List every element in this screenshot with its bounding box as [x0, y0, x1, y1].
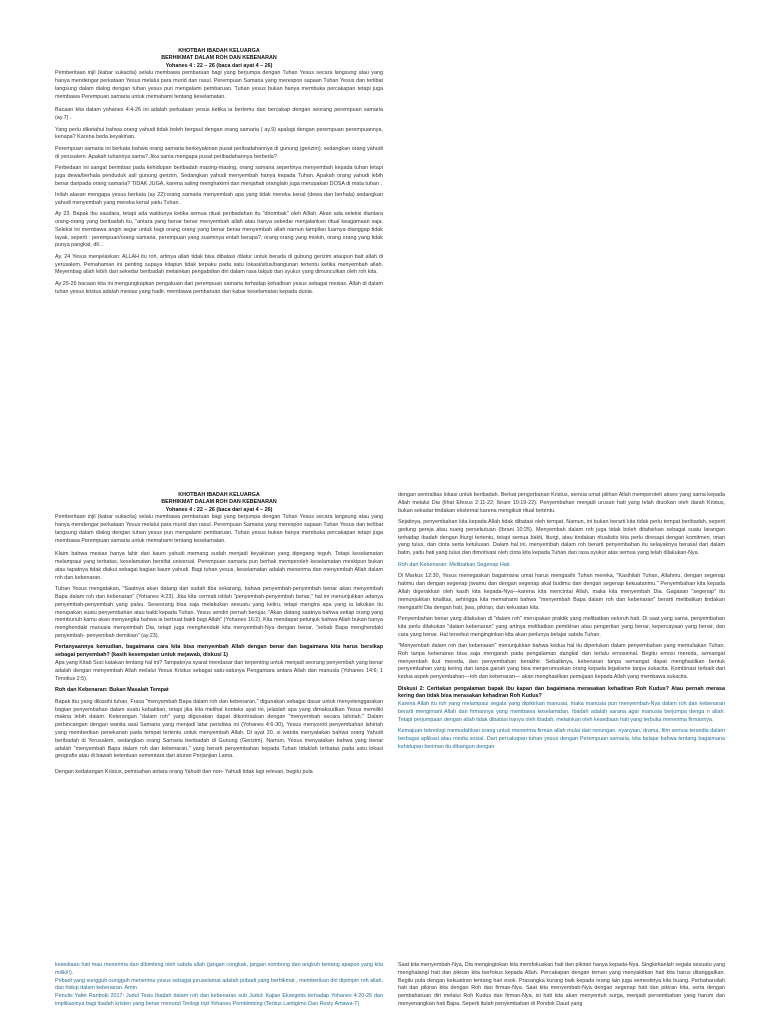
- discussion-question-1: Pertanyaannya kemudian, bagaimana cara kita bisa menyembah Allah dengan benar dan bagaimana kita harus bersikap sebagai penyembah? (kasih kesempatan untuk mejawab, diskusi 1): [55, 644, 383, 659]
- page-2-right-column: [398, 492, 725, 755]
- discussion-question-2: Diskusi 2: Ceritakan pengalaman bapak ibu kapan dan bagaimana merasakan kehadiran Roh Kudus? Atau pernah merasa kering dan tidak bisa merasakan kehadiran Roh Kudus?: [398, 685, 725, 700]
- paragraph: Bapak ibu yang dikasihi tuhan, Frasa "menyembah Bapa dalam roh dan kebenaran," digunakan sebagai dasar untuk menyelenggarakan bagian penyembahan dalam suatu kebaktian, tetapi jika kita melihat konteks ayat ini, jelaslah apa yang dimaksudkan Yesus memiliki makna lebih dalam. Keterangan "dalam roh" yang digunakan dapat dikontraskan dengan "menyembah secara lahiriah." Dalam perbincangan dengan wanita asal Samaria yang menjadi latar peristiwa ini (Yohanes 4:6-30), Yesus menyoroti penyembahan lahiriah yang memberikan penekanan pada tempat tertentu untuk menyembah Allah. Di ayat 20, si wanita menyatakan bahwa orang Yahudi beribadah di Yerusalem, sedangkan orang Samaria beribadah di Gunung (Gerizim). Namun, Yesus menyatakan bahwa yang benar adalah "menyembah Bapa dalam roh dan kebenaran," yang berarti penyembahan kepada Tuhan tidaklah terbatas pada satu lokasi geografis atau di bawah ketentuan sementara dari aturan Perjanjian Lama.: [55, 698, 383, 760]
- paragraph: Pemberitaan injil (kabar sukacita) selalu membawa pembaruan bagi yang berjumpa dengan Tuhan Yesus secara langsung atau yang hanya mendengar perkataan Yesus melalui para murid dan rasul. Perempuan Samaria yang merespon sapaan Tuhan Yesus dan terlibat langsung dalam dialog dengan tuhan yesus pun mengalami pembaruan. Tuhan yesus bukan hanya membuka percakapan tetapi juga membawa Perempuan samaria untuk memahami tentang keselamatan.: [55, 514, 383, 544]
- document-subtitle: BERHIKMAT DALAM ROH DAN KEBENARAN: [161, 499, 277, 506]
- paragraph: Perempuan samaria ini berkata bahwa orang samaria berkeyakinan pusat peribadahannya di gunung (gerizim), sedangkan orang yahudi di yerusalem. Apakah tuhannya sama? Jika sama mengapa pusat peribadahannya berbeda?: [55, 145, 383, 160]
- paragraph: Penulis Yafet Ranboki 2017: Judul Tesis Ibadah dalam roh dan kebenaran sub Judul: Kajian Eksegetis terhadap Yohanes 4:20-26 dan implikasinya bagi ibadah kristen yang benar menurut Teologi Injil Yohanes Pembimbing (Tertius Lantigimo Dan Resty Amawa-T): [55, 993, 383, 1007]
- paragraph: Kemajuan teknologi memudahkan orang untuk menerima firman allah mulai dari renungan, nyanyian, drama, film semua tersedia dalam berbagai aplikasi atau media sosial. Dari percakapan tuhan yesus dengan Perempuan samaria, kita belajar bahwa tentang bagaimana kehidupan beriman itu dibangun dengan: [398, 728, 725, 750]
- paragraph: Di Markus 12:30, Yesus menegaskan bagaimana umat harus mengasihi Tuhan mereka, "Kasihilah Tuhan, Allahmu, dengan segenap hatimu dan dengan segenap jiwamu dan dengan segenap akal budimu dan dengan segenap kekuatanmu." Penyembahan kita kepada Allah digerakkan oleh kasih kita kepada-Nya—karena kita mencintai Allah, maka kita menyembah Dia. Gagasan "segenap" itu menunjukkan totalitas, sehingga kita memahami bahwa "menyembah Bapa dalam roh dan kebenaran" berarti melibatkan tindakan mengasihi Dia dengan hati, jiwa, pikiran, dan kekuatan kita.: [398, 573, 725, 611]
- paragraph: Inilah alasan mengapa yesus berkata (ay 22):orang samaria menyembah apa yang tidak mereka kenal (dewa dan berhala) sedangkan yahudi menyembah yang mereka kenal yaitu Tuhan.: [55, 191, 383, 206]
- paragraph: Pemberitaan injil (kabar sukacita) selalu membawa pembaruan bagi yang berjumpa dengan Tuhan Yesus secara langsung atau yang hanya mendengar perkataan Yesus melalui para murid dan rasul. Perempuan Samaria yang merespon sapaan Tuhan Yesus dan terlibat langsung dalam dialog dengan tuhan yesus pun mengalami pembaruan. Tuhan yesus bukan hanya membuka percakapan tetapi juga membawa Perempuan samaria untuk memahami tentang keselamatan.: [55, 70, 383, 100]
- paragraph: Apa yang Kitab Suci katakan tentang hal ini? Tampaknya syarat mendasar dan terpenting untuk menjadi seorang penyembah yang benar adalah dengan menyembah Allah melalui Yesus Kristus sebagai satu-satunya Pengantara antara Allah dan manusia (Yohanes 14:6; 1 Timotius 2:5).: [55, 659, 383, 682]
- page-2-left-column: [55, 492, 383, 781]
- section-subtitle: Roh dan Kebenaran: Bukan Masalah Tempat: [55, 687, 169, 694]
- document-subtitle: BERHIKMAT DALAM ROH DAN KEBENARAN: [161, 55, 277, 62]
- paragraph: Klaim bahwa mesias hanya lahir dari kaum yahudi memang sudah menjadi keyakinan yang dipegang teguh. Tetapi keselamatan melampaui yang terbatas, keselamatan bersifat universal. Perempuan samaria pun berhak memperoleh keselamatan meskipun bukan atau tapatnya tidak diakui sebagai bagian kaum yahudi. Bagi tuhan yesus, keselamatan adalah menerima dan menyembah Allah dalam roh dan kebenaran.: [55, 551, 383, 581]
- paragraph: Perbedaan ini sangat berimbas pada kehidupan beribadah masing-masing, orang samaria sepertinya menyembah kepada tuhan tetapi juga dewa/berhala penduduk asli gunung gerizim. Sedangkan yahudi menyembah hanya kepada Tuhan. Apakah orang yahudi lebih benar daripada orang samaria? TIDAK JUGA, karena saling menghakimi dan menjahati oranglain juga merupakan DOSA di mata tuhan .: [55, 164, 383, 187]
- paragraph: Yang perlu diketahui bahwa orang yahudi tidak boleh bergaul dengan orang samaria ( ay.9) apalagi dengan perempuan perempuannya, kenapa? Karena beda keyakinan.: [55, 126, 383, 141]
- paragraph: Bacaan kita dalam yohanes 4:4-26 ini adalah perkataan yesus ketika ia bertemu dan bercakap dengan seorang perempuan samaria (ay.7) .: [55, 107, 383, 122]
- paragraph: Dengan kedatangan Kristus, pemisahan antara orang Yahudi dan non- Yahudi tidak lagi relevan, begitu pula: [55, 769, 313, 776]
- paragraph: Tuhan Yesus mengatakan, "Saatnya akan datang dan sudah tiba sekarang, bahwa penyembah-penyembah benar akan menyembah Bapa dalam roh dan kebenaran" (Yohanes 4:23). Jika kita cermati istilah "penyembah-penyembah benar," hal ini menunjukkan adanya penyembah-penyembah yang palsu. Seseorang bisa saja melakukan sesuatu yang keliru, tetapi mengira apa yang ia lakukan itu merupakan suatu penyembahan atau bakti kepada Tuhan. Yesus sendiri pernah berujar, "Akan datang saatnya bahwa setiap orang yang membunuh kamu akan menyangka bahwa ia berbuat bakti bagi Allah" (Yohanes 16:2). Kita mendapat petunjuk bahwa Allah bukan hanya menghendaki manusia menyembah Dia, tetapi juga menghendaki kita menyembah-Nya dengan benar, "sebab Bapa menghendaki penyembah- penyembah demikian" (ay.23).: [55, 586, 383, 639]
- page-3-right-column: [398, 962, 725, 1012]
- paragraph: Sejatinya, penyembahan kita kepada Allah tidak dibatasi oleh tempat. Namun, ini bukan berarti kita tidak perlu tempat beribadah, seperti gedung gereja atau ruang persekutuan (Ibrani 10:25). Menyembah dalam roh juga tidak boleh ditafsirkan sebagai suatu larangan terhadap ibadah dengan liturgi tertentu, tetapi semua bakti, liturgi, atau tindakan ritualistis kita perlu diresapi dengan komitmen, iman yang tulus, dan cinta serta ketulusan. Dalam hal ini, menyembah dalam roh berarti penyembahan itu selayaknya berasal dari dalam batin, yaitu hati yang tulus dan dimotivasi oleh cinta kita kepada Tuhan dan rasa syukur atas semua yang telah dilakukan-Nya.: [398, 518, 725, 557]
- document-title: KHOTBAH IBADAH KELUARGA: [178, 48, 260, 54]
- paragraph: kesediaan hati mau menerima dan dibimbing oleh sabda allah (jangan congkak, jangan sombong dan angkuh tentang apapun yang kita miliki!!).: [55, 962, 383, 976]
- page-3-left-column: [55, 962, 383, 1012]
- paragraph: Saat kita menyembah-Nya, Dia menginginkan kita memfokuskan hati dan pikiran hanya kepada-Nya. Singkirkanlah segala sesuatu yang menghalangi hati dan pikiran kita berfokus kepada Allah. Percakapan dengan teman yang menyakitkan hati kita harus ditanggalkan. Begitu pula dengan kekuatiran tentang hari esok. Prasangka kurang baik kepada orang lain juga semestinya kita buang. Perbaharuilah hati dan pikiran kita dengan Roh dan firman-Nya. Saat kita menyembah-Nya dengan segenap hati dan pikiran kita, serta dengan pembaharuan diri melalui Roh Kudus dan firman-Nya, isi hati kita akan menyentuh surga, menjadi persembahan yang harum dan menyenangkan hati Bapa. Seperti itulah penyembahan di Pondok Daud yang: [398, 962, 725, 1007]
- scripture-reference: Yohanes 4 : 22 – 26 (baca dari ayat 4 – 26): [165, 506, 273, 513]
- paragraph: Pribadi yang sungguh-sungguh menerima yesus sebagai juruselamat adalah pribadi yang berhikmat , memberikan diri dipimpin roh allah, dan hidup dalam kebenaran. Amin: [55, 977, 383, 992]
- page-1: [55, 48, 383, 300]
- paragraph: "Menyembah dalam roh dan kebenaran" menunjukkan bahwa kedua hal itu diperlukan dalam penyembahan yang memuliakan Tuhan. Roh tanpa kebenaran bisa saja mengarah pada pengalaman dangkal dan terlalu emosional. Begitu emosi mereda, semangat menyembah ikut mereda, dan penyembahan berakhir. Sebaliknya, kebenaran tanpa semangat dapat menghasilkan bentuk penyembahan yang kering dan tanpa gairah yang bisa menjerumuskan orang kepada legalisme tanpa sukacita. Kombinasi terbaik dari kedua aspek penyembahan—roh dan kebenaran— akan menghasilkan pemujaan kepada Allah yang membawa sukacita.: [398, 642, 725, 681]
- paragraph: Ay. 24 Yesus menjelaskan: ALLAH itu roh, artinya allah tidak bisa dibatasi /diatur untuk berada di gubung gerizim ataupun bait allah di yerusalem. Pemahaman ini penting supaya kitapun tidak terpaku pada satu lokasi/situs/bangunan tertentu ketika menyembah allah. Meyembag allah lebih dari sekedar beribadah melainkan pengabdian diri dalam rasa takjub dan syukur yang dimunculkan oleh roh kita.: [55, 253, 383, 276]
- paragraph: Ay 23. Bapak ibu saudara, tetapi ada waktunya ketika semua ritual peribadahan itu "dirombak" oleh Alllah. Akan ada seleksi diantara orang-orang yang beribadah itu, "antara yang benar benar menyembah allah atau hanya sekedar menjalankan ritual keagamaan saja. Seleksi ini membawa angin segar untuk bagi orang orang yang benar benar menyembah allah namun tampilan luarnya dianggap tidak layak, seperti : perempuan/orang samaria, perempuan yang suaminya entah berapa?, orang orang yang miskin, orang orang yang tidak punya pangkat, dll...: [55, 211, 383, 249]
- document-title: KHOTBAH IBADAH KELUARGA: [178, 492, 260, 498]
- paragraph: Penyembahan benar yang dilakukan di "dalam roh" merupakan praktik yang melibatkan seluruh hati. Di saat yang sama, penyembahan kita perlu dilakukan "dalam kebenaran" yang artinya melibatkan pemikiran atau pengertian yang benar, kepercayaan yang benar, dan cara yang benar. Hal tersebut menginginkan kita akan perlunya belajar sabda Tuhan.: [398, 615, 725, 638]
- paragraph: dengan sentralitas lokasi untuk beribadah. Berkat pengorbanan Kristus, semua umat pilihan Allah memperoleh akses yang sama kepada Allah melalui Dia (lihat Efesus 2:11-22; Ibrani 10:19-22). Penyembahan menjadi urusan hati yang telah diucikan oleh darah Kristus, bukan sekadar tindakan eksternal karena mengikuti ritual tertentu.: [398, 492, 725, 514]
- paragraph: Karena Allah itu roh yang melampaui segala yang dipikirkan manusia, maka manusia pun menyembah-Nya dalam roh dan kebenaran berarti mengimani Allah dan firmannya yang membawa keselamatan. Ibadah adalah sarana agar manusia berjumpa denga n allah. Tetapi perjumpaan dengan allah tidak dibatasi hanya oleh ibadah, melainkan oleh kesediaan hati yang terbuka menerima firmannya.: [398, 701, 725, 723]
- paragraph: Ay 25-26 bacaan kita ini mengungkapkan pengakuan dari perempuan samaria terhadap kehadiran yesus sebagai mesias. Allah di dalam tuhan yesus kristus adalah mesias yang hadir, membawa pembaruan dan kabar keselamatan kepada dunia.: [55, 280, 383, 295]
- section-subtitle: Roh dan Kebenaran: Melibatkan Segenap Hati: [398, 561, 510, 568]
- scripture-reference: Yohanes 4 : 22 – 26 (baca dari ayat 4 – 26): [165, 62, 273, 69]
